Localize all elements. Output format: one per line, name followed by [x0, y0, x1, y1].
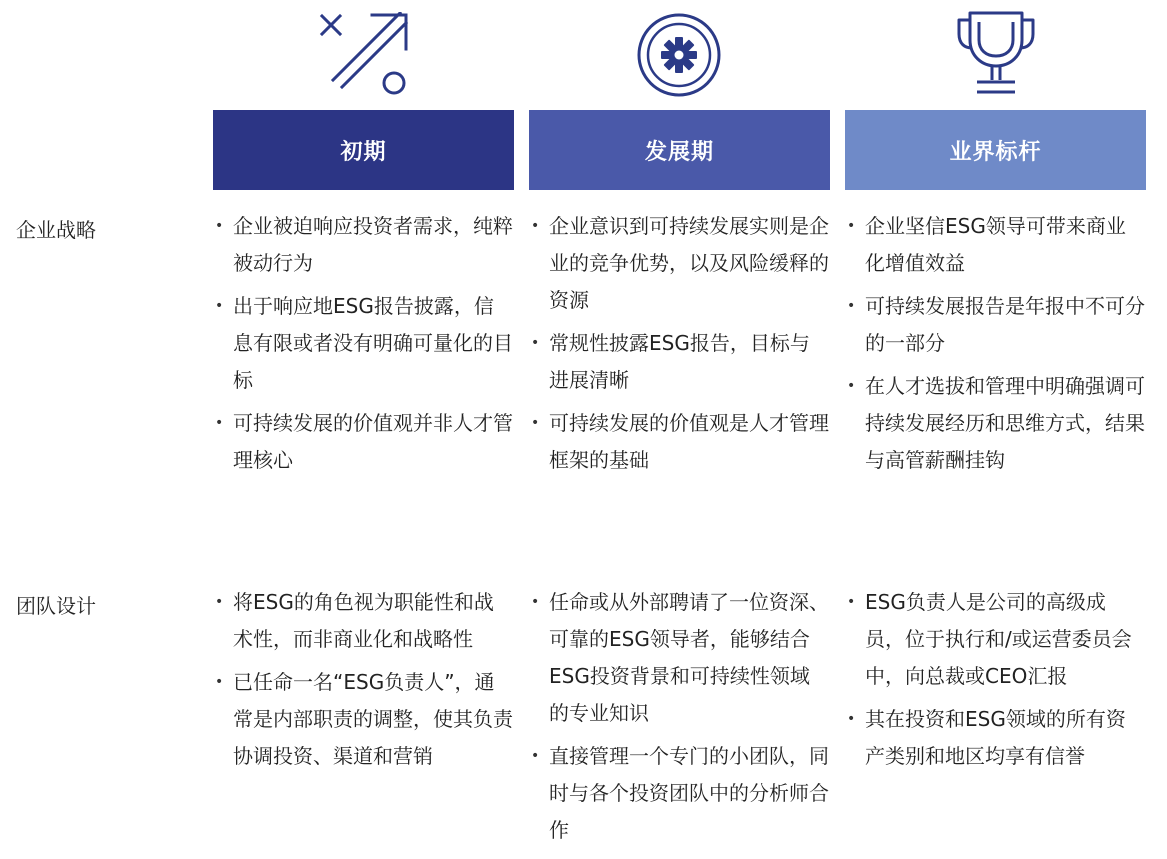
list-item: • 其在投资和ESG领域的所有资产类别和地区均享有信誉 — [845, 701, 1145, 775]
cell-team-initial — [213, 584, 513, 781]
column-header-initial: 初期 — [213, 110, 514, 190]
trophy-icon — [955, 10, 1037, 98]
strategy-icon — [318, 12, 413, 97]
list-item: • 将ESG的角色视为职能性和战术性，而非商业化和战略性 — [213, 584, 513, 658]
cell-strategy-developing — [529, 208, 829, 485]
row-label-strategy: 企业战略 — [16, 218, 96, 242]
list-item: • 可持续发展的价值观是人才管理框架的基础 — [529, 405, 829, 479]
column-header-developing: 发展期 — [529, 110, 830, 190]
cell-strategy-leader — [845, 208, 1145, 485]
list-item: • 出于响应地ESG报告披露，信息有限或者没有明确可量化的目标 — [213, 288, 513, 399]
list-item: • 企业被迫响应投资者需求，纯粹被动行为 — [213, 208, 513, 282]
list-item: • 企业意识到可持续发展实则是企业的竞争优势，以及风险缓释的资源 — [529, 208, 829, 319]
list-item: • 直接管理一个专门的小团队，同时与各个投资团队中的分析师合作 — [529, 738, 829, 849]
list-item: • 可持续发展的价值观并非人才管理核心 — [213, 405, 513, 479]
list-item: • 在人才选拔和管理中明确强调可持续发展经历和思维方式，结果与高管薪酬挂钩 — [845, 368, 1145, 479]
column-header-leader: 业界标杆 — [845, 110, 1146, 190]
cell-strategy-initial — [213, 208, 513, 485]
row-label-team-design: 团队设计 — [16, 594, 96, 618]
list-item: • ESG负责人是公司的高级成员，位于执行和/或运营委员会中，向总裁或CEO汇报 — [845, 584, 1145, 695]
gear-icon — [636, 12, 722, 98]
cell-team-leader — [845, 584, 1145, 781]
list-item: • 已任命一名“ESG负责人”，通常是内部职责的调整，使其负责协调投资、渠道和营销 — [213, 664, 513, 775]
list-item: • 可持续发展报告是年报中不可分的一部分 — [845, 288, 1145, 362]
list-item: • 任命或从外部聘请了一位资深、可靠的ESG领导者，能够结合ESG投资背景和可持续性领域的专业知识 — [529, 584, 829, 732]
list-item: • 企业坚信ESG领导可带来商业化增值效益 — [845, 208, 1145, 282]
cell-team-developing — [529, 584, 829, 855]
list-item: • 常规性披露ESG报告，目标与进展清晰 — [529, 325, 829, 399]
